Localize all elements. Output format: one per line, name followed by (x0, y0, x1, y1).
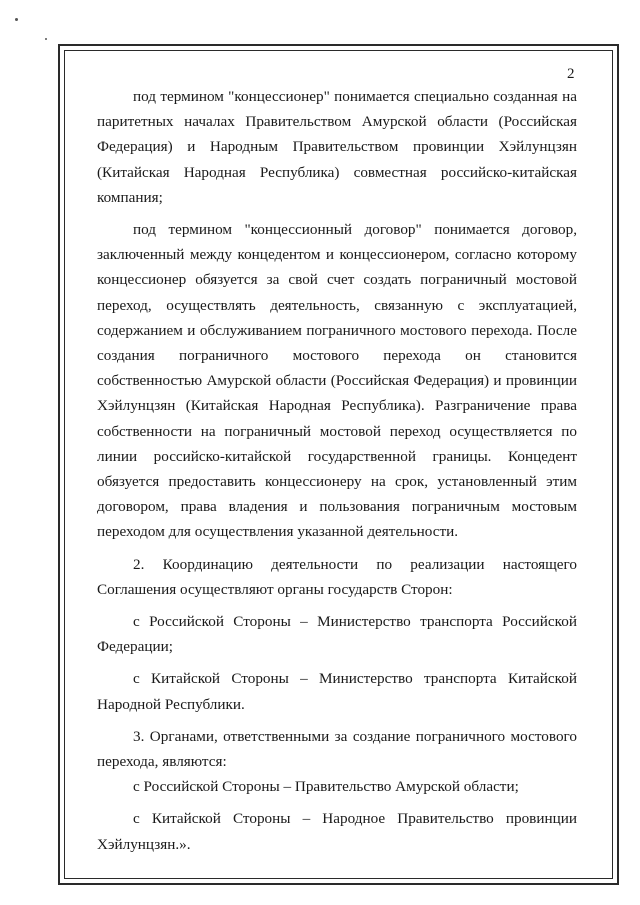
paragraph-coordination: 2. Координацию деятельности по реализации настоящего Соглашения осуществляют органы государств Сторон: (97, 555, 577, 598)
scan-speck (15, 18, 18, 21)
paragraph-coordination-russian-side: с Российской Стороны – Министерство транспорта Российской Федерации; (97, 613, 577, 656)
scan-speck (45, 38, 47, 40)
paragraph-responsible-chinese-side: с Китайской Стороны – Народное Правительство провинции Хэйлунцзян.». (97, 810, 577, 853)
paragraph-coordination-chinese-side: с Китайской Стороны – Министерство транспорта Китайской Народной Республики. (97, 670, 577, 713)
paragraph-concessionaire-definition: под термином "концессионер" понимается специально созданная на паритетных началах Правительством Амурской области (Российская Федерация) и Народным Правительством провинции Хэйлунцзян (Китайская Народная Республика) совместная российско-китайская компания; (97, 88, 577, 206)
paragraph-concession-agreement-definition: под термином "концессионный договор" понимается договор, заключенный между концедентом и концессионером, согласно которому концессионер обязуется за свой счет создать пограничный мостовой переход, осуществлять деятельность, связанную с эксплуатацией, содержанием и обслуживанием пограничного мостового перехода. После создания пограничного мостового перехода он становится собственностью Амурской области (Российская Федерация) и провинции Хэйлунцзян (Китайская Народная Республика). Разграничение права собственности на пограничный мостовой переход осуществляется по линии российско-китайской государственной границы. Концедент обязуется предоставить концессионеру на срок, установленный этим договором, права владения и пользования пограничным мостовым переходом для осуществления указанной деятельности. (97, 221, 577, 541)
paragraph-responsible-russian-side: с Российской Стороны – Правительство Амурской области; (133, 778, 519, 796)
paragraph-responsible-bodies: 3. Органами, ответственными за создание пограничного мостового перехода, являются: (97, 727, 577, 771)
document-body (97, 84, 577, 857)
page-number: 2 (567, 66, 575, 82)
